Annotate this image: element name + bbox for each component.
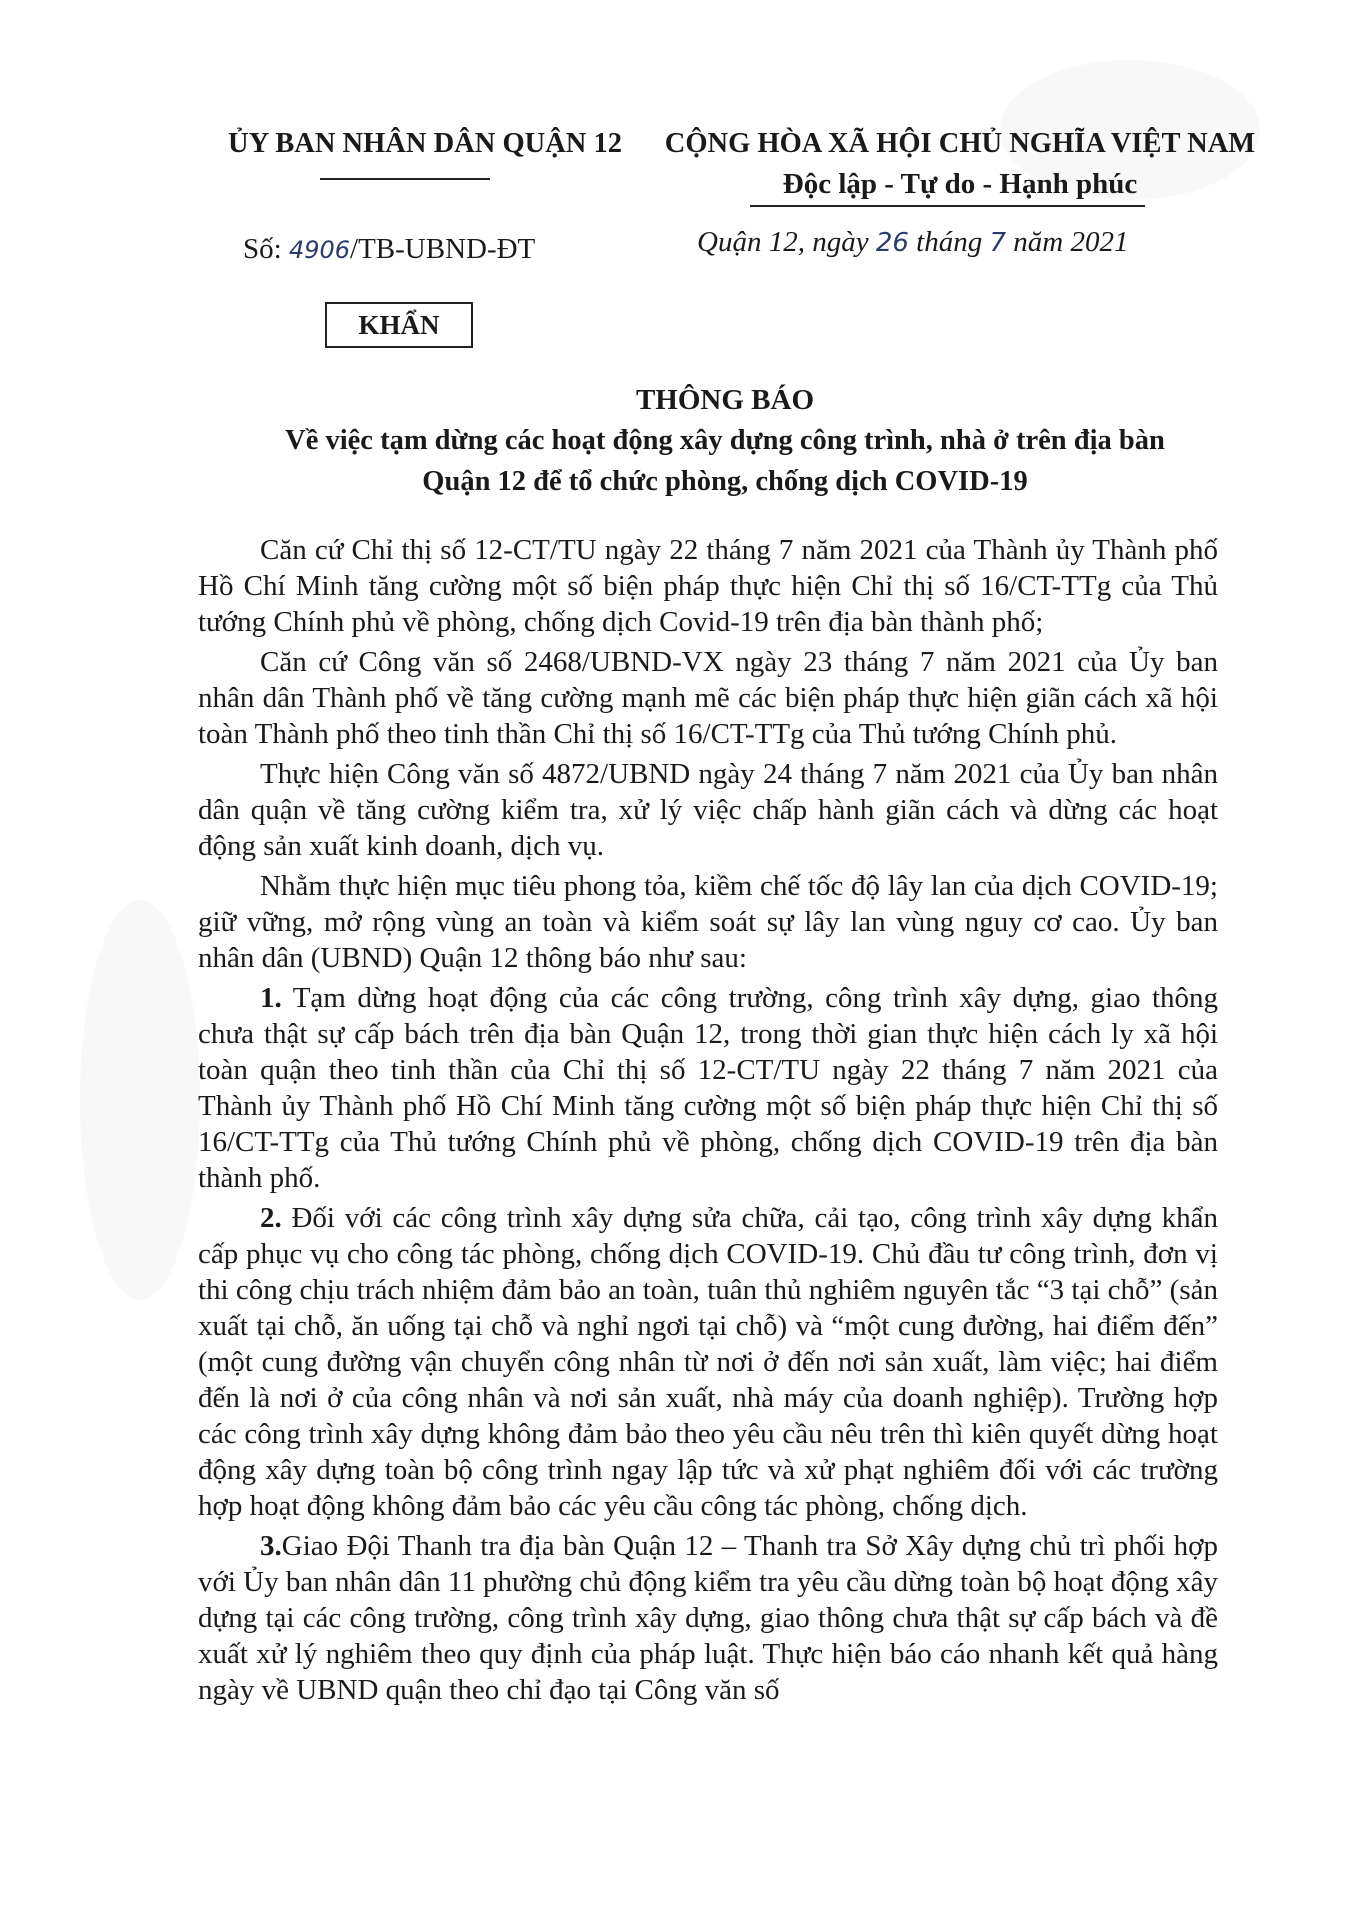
- paragraph-lead: 1.: [260, 982, 282, 1014]
- issuing-authority: ỦY BAN NHÂN DÂN QUẬN 12: [228, 128, 622, 159]
- nation-name: CỘNG HÒA XÃ HỘI CHỦ NGHĨA VIỆT NAM: [664, 128, 1256, 159]
- national-motto: Độc lập - Tự do - Hạnh phúc: [782, 168, 1138, 200]
- body-paragraph: [198, 1528, 1218, 1708]
- date-day-handwritten: 26: [875, 228, 909, 258]
- doc-number-prefix: Số:: [243, 233, 289, 265]
- paragraph-text: Giao Đội Thanh tra địa bàn Quận 12 – Thanh tra Sở Xây dựng chủ trì phối hợp với Ủy ban nhân dân 11 phường chủ động kiểm tra yêu cầu dừng toàn bộ hoạt động xây dựng tại các công trường, công trình xây dựng, giao thông chưa thật sự cấp bách và đề xuất xử lý nghiêm theo quy định của pháp luật. Thực hiện báo cáo nhanh kết quả hàng ngày về UBND quận theo chỉ đạo tại Công văn số: [198, 1530, 1218, 1706]
- date-suffix: năm 2021: [1006, 226, 1129, 258]
- document-subject: [220, 420, 1230, 503]
- motto-underline: [750, 205, 1145, 207]
- paragraph-text: Căn cứ Công văn số 2468/UBND-VX ngày 23 tháng 7 năm 2021 của Ủy ban nhân dân Thành phố về tăng cường mạnh mẽ các biện pháp thực hiện giãn cách xã hội toàn Thành phố theo tinh thần Chỉ thị số 16/CT-TTg của Thủ tướng Chính phủ.: [198, 646, 1218, 750]
- paragraph-text: Đối với các công trình xây dựng sửa chữa, cải tạo, công trình xây dựng khẩn cấp phục vụ cho công tác phòng, chống dịch COVID-19. Chủ đầu tư công trình, đơn vị thi công chịu trách nhiệm đảm bảo an toàn, tuân thủ nghiêm nguyên tắc “3 tại chỗ” (sản xuất tại chỗ, ăn uống tại chỗ và nghỉ ngơi tại chỗ) và “một cung đường, hai điểm đến” (một cung đường vận chuyển công nhân từ nơi ở đến nơi sản xuất, làm việc; hai điểm đến là nơi ở của công nhân và nơi sản xuất, nhà máy của doanh nghiệp). Trường hợp các công trình xây dựng không đảm bảo theo yêu cầu nêu trên thì kiên quyết dừng hoạt động xây dựng toàn bộ công trình ngay lập tức và xử phạt nghiêm đối với các trường hợp hoạt động không đảm bảo các yêu cầu công tác phòng, chống dịch.: [198, 1202, 1218, 1522]
- body-paragraph: [198, 1200, 1218, 1524]
- subject-line-2: Quận 12 để tổ chức phòng, chống dịch COVID-19: [422, 466, 1028, 498]
- date-prefix: Quận 12, ngày: [697, 226, 876, 258]
- paragraph-text: Nhằm thực hiện mục tiêu phong tỏa, kiềm chế tốc độ lây lan của dịch COVID-19; giữ vững, mở rộng vùng an toàn và kiểm soát sự lây lan vùng nguy cơ cao. Ủy ban nhân dân (UBND) Quận 12 thông báo như sau:: [198, 870, 1218, 974]
- doc-number-suffix: /TB-UBND-ĐT: [350, 233, 536, 265]
- document-number: [243, 233, 535, 266]
- paragraph-text: Căn cứ Chỉ thị số 12-CT/TU ngày 22 tháng 7 năm 2021 của Thành ủy Thành phố Hồ Chí Minh tăng cường một số biện pháp thực hiện Chỉ thị số 16/CT-TTg của Thủ tướng Chính phủ về phòng, chống dịch Covid-19 trên địa bàn thành phố;: [198, 534, 1218, 638]
- date-month-label: tháng: [908, 226, 990, 258]
- national-header: [640, 128, 1280, 201]
- body-paragraph: [198, 532, 1218, 640]
- paragraph-lead: 2.: [260, 1202, 282, 1234]
- date-month-handwritten: 7: [989, 228, 1007, 258]
- doc-number-handwritten: 4906: [288, 236, 351, 264]
- body-paragraph: [198, 644, 1218, 752]
- paragraph-lead: 3.: [260, 1530, 282, 1562]
- scan-noise: [80, 900, 200, 1300]
- subject-line-1: Về việc tạm dừng các hoạt động xây dựng công trình, nhà ở trên địa bàn: [285, 425, 1165, 456]
- paragraph-text: Tạm dừng hoạt động của các công trường, công trình xây dựng, giao thông chưa thật sự cấp bách trên địa bàn Quận 12, trong thời gian thực hiện cách ly xã hội toàn quận theo tinh thần của Chỉ thị số 12-CT/TU ngày 22 tháng 7 năm 2021 của Thành ủy Thành phố Hồ Chí Minh tăng cường một số biện pháp thực hiện Chỉ thị số 16/CT-TTg của Thủ tướng Chính phủ về phòng, chống dịch COVID-19 trên địa bàn thành phố.: [198, 982, 1218, 1194]
- urgency-stamp: KHẨN: [325, 302, 473, 348]
- paragraph-text: Thực hiện Công văn số 4872/UBND ngày 24 tháng 7 năm 2021 của Ủy ban nhân dân quận về tăng cường kiểm tra, xử lý việc chấp hành giãn cách và dừng các hoạt động sản xuất kinh doanh, dịch vụ.: [198, 758, 1218, 862]
- issuer-underline: [320, 178, 490, 180]
- document-body: [198, 532, 1218, 1712]
- document-title: THÔNG BÁO: [635, 384, 815, 416]
- body-paragraph: [198, 980, 1218, 1196]
- body-paragraph: [198, 756, 1218, 864]
- place-and-date: [697, 226, 1128, 259]
- body-paragraph: [198, 868, 1218, 976]
